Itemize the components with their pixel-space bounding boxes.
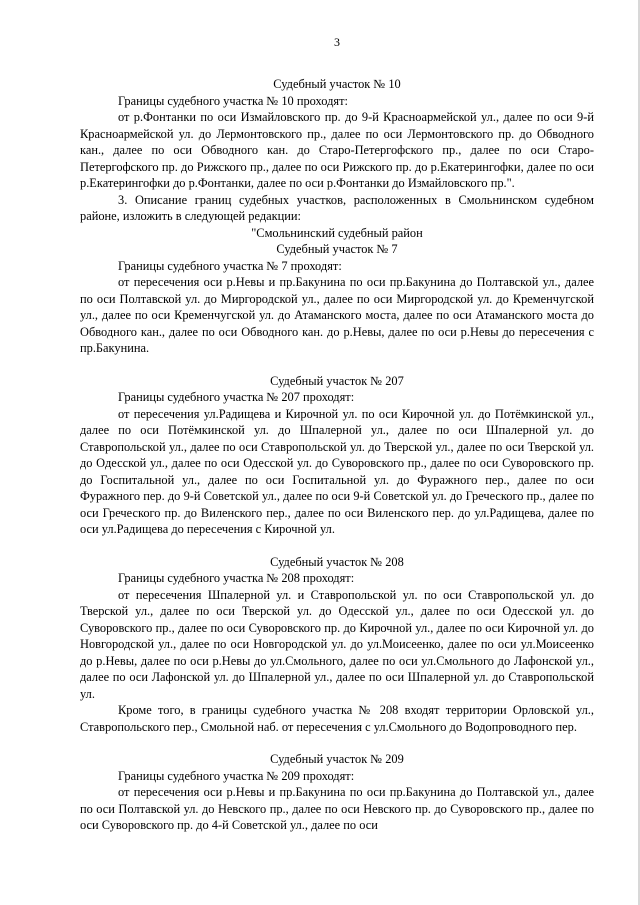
section-text-10: от р.Фонтанки по оси Измайловского пр. до 9-й Красноармейской ул., далее по оси 9-й Красноармейской ул. до Лермонтовского пр., далее по оси Лермонтовского пр. до Обводного кан., далее по оси Обводного кан. до Старо-Петергофского пр., далее по оси Старо-Петергофского пр. до Рижского пр., далее по оси Рижского пр. до р.Екатерингофки, далее по оси р.Екатерингофки до р.Фонтанки, далее по оси р.Фонтанки до Измайловского пр.". (80, 110, 594, 190)
item-3-paragraph: 3. Описание границ судебных участков, расположенных в Смольнинском судебном районе, изложить в следующей редакции: (80, 192, 594, 223)
section-text-208: от пересечения Шпалерной ул. и Ставропольской ул. по оси Ставропольской ул. до Тверской ул., далее по оси Тверской ул. до Одесской ул., далее по оси Одесской ул. до Суворовского пр., далее по оси Суворовского пр. до Кирочной ул., далее по оси Кирочной ул. до Новгородской ул., далее по оси Новгородской ул. до ул.Моисеенко, далее по оси ул.Моисеенко до р.Невы, далее по оси р.Невы до ул.Смольного, далее по оси ул.Смольного до Лафонской ул., далее по оси Лафонской ул. до Шпалерной ул., далее по оси Шпалерной ул. до Ставропольской ул. (80, 587, 594, 701)
section-intro-207: Границы судебного участка № 207 проходят: (118, 390, 355, 404)
section-intro-208: Границы судебного участка № 208 проходят: (118, 571, 355, 585)
section-title-209: Судебный участок № 209 (270, 752, 404, 766)
page-number: 3 (334, 35, 340, 49)
section-intro-10: Границы судебного участка № 10 проходят: (118, 93, 348, 108)
section-extra-208: Кроме того, в границы судебного участка № 208 входят территории Орловской ул., Ставропольского пер., Смольной наб. от пересечения с ул.Смольного до Водопроводного пер. (80, 703, 594, 734)
section-text-209: от пересечения оси р.Невы и пр.Бакунина по оси пр.Бакунина до Полтавской ул., далее по оси Полтавской ул. до Невского пр., далее по оси Невского пр. до Суворовского пр., далее по оси Суворовского пр. до 4-й Советской ул., далее по оси (80, 785, 594, 832)
section-title-208: Судебный участок № 208 (270, 554, 404, 569)
section-text-7: от пересечения оси р.Невы и пр.Бакунина по оси пр.Бакунина до Полтавской ул., далее по оси Полтавской ул. до Миргородской ул., далее по оси Миргородской ул. до Кременчугской ул., далее по оси Кременчугской ул. до Атаманского моста, далее по оси Атаманского моста до Обводного кан., далее по оси Обводного кан. до р.Невы, далее по оси р.Невы до пересечения с пр.Бакунина. (80, 275, 594, 355)
section-text-207: от пересечения ул.Радищева и Кирочной ул. по оси Кирочной ул. до Потёмкинской ул., далее по оси Потёмкинской ул. до Шпалерной ул., далее по оси Шпалерной ул. до Ставропольской ул., далее по оси Ставропольской ул. до Тверской ул., далее по оси Тверской ул. до Одесской ул., далее по оси Одесской ул. до Суворовского пр., далее по оси Суворовского пр. до Госпитальной ул., далее по оси Госпитальной ул. до Фуражного пер., далее по оси Фуражного пер. до 9-й Советской ул., далее по оси 9-й Советской ул. до Греческого пр., далее по оси Греческого пр. до Виленского пер., далее по оси Виленского пер. до ул.Радищева, далее по оси ул.Радищева до пересечения с Кирочной ул. (80, 406, 594, 536)
section-title-10: Судебный участок № 10 (273, 77, 401, 91)
section-intro-209: Границы судебного участка № 209 проходят: (118, 768, 355, 783)
section-intro-7: Границы судебного участка № 7 проходят: (118, 258, 342, 273)
section-title-7: Судебный участок № 7 (276, 242, 398, 256)
section-title-207: Судебный участок № 207 (270, 373, 404, 388)
document-body (80, 76, 594, 834)
district-title: "Смольнинский судебный район (251, 225, 423, 240)
